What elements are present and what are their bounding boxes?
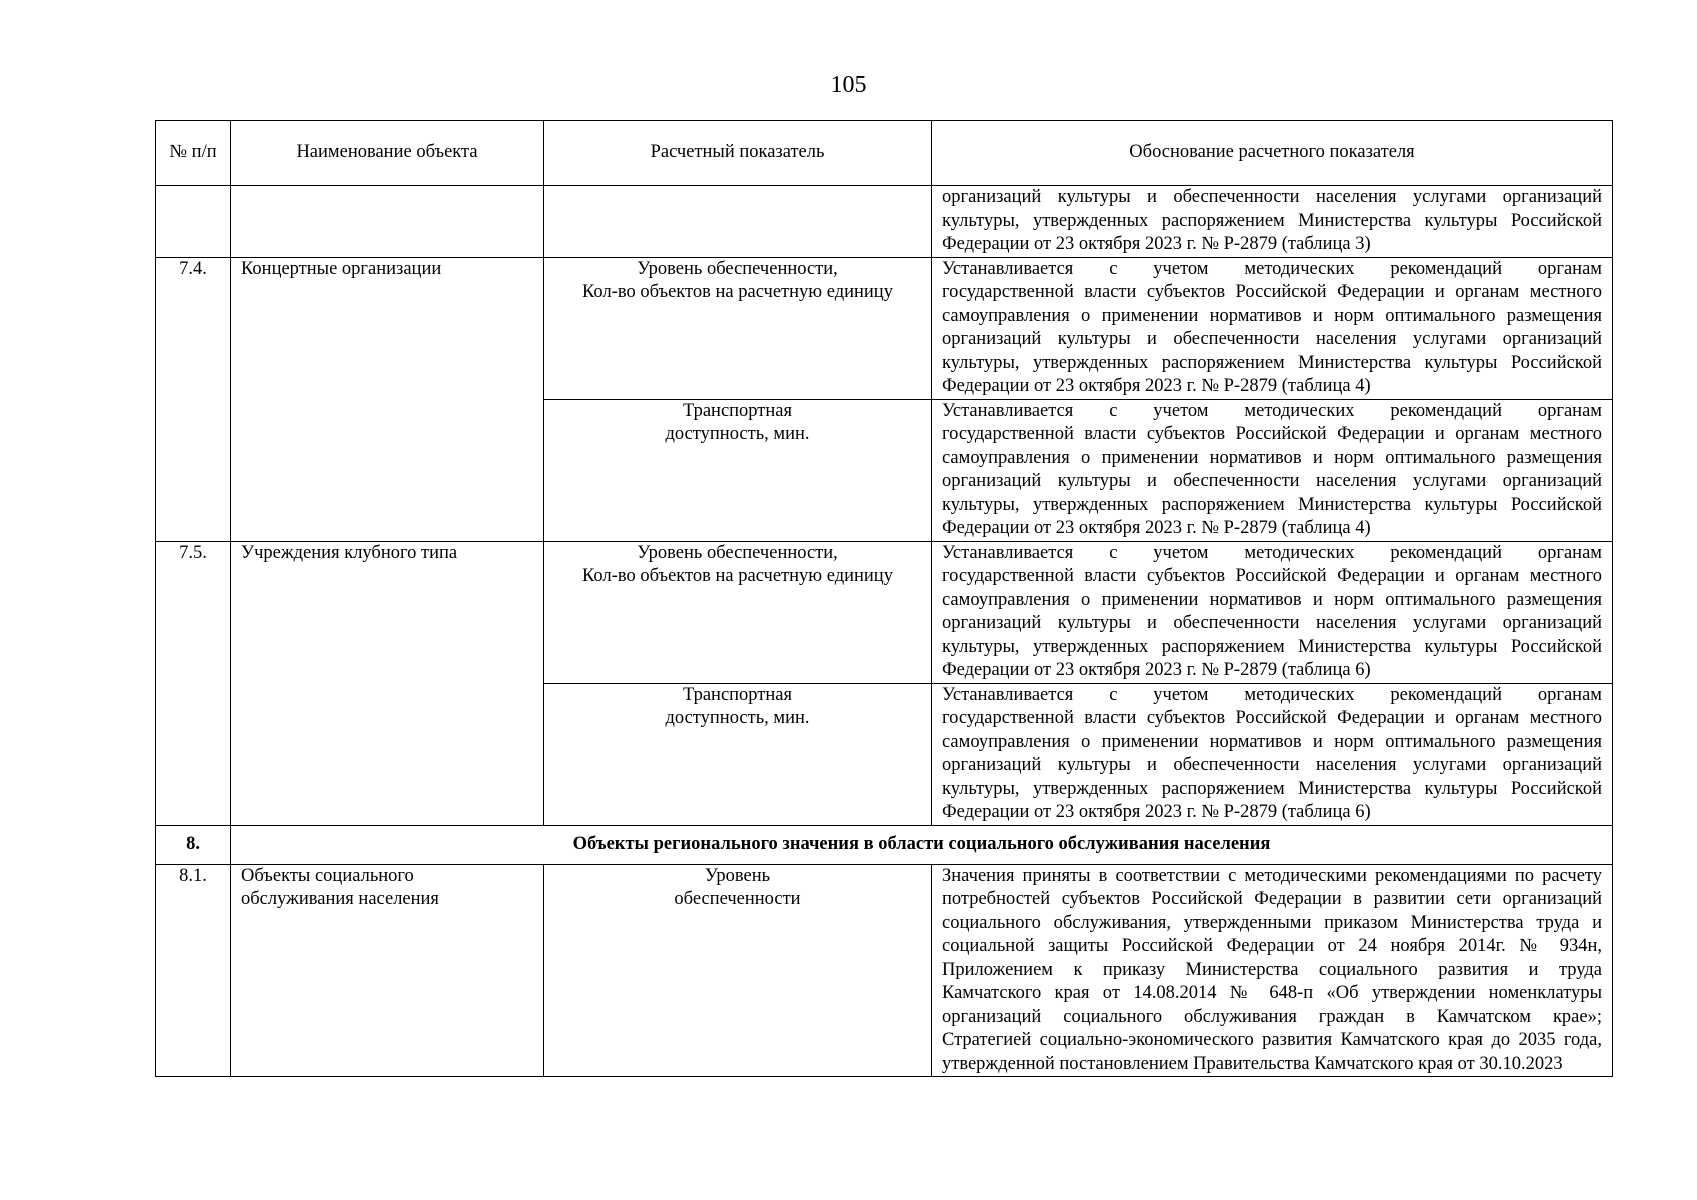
cell-justification: Устанавливается с учетом методических рекомендаций органам государственной власти субъектов Российской Федерации и органам местного самоуправления о применении нормативов и норм оптимального размещения организаций культуры и обеспеченности населения услугами организаций культуры, утвержденных распоряжением Министерства культуры Российской Федерации от 23 октября 2023 г. № Р-2879 (таблица 6) — [932, 683, 1613, 825]
cell-num — [156, 186, 231, 258]
cell-justification: организаций культуры и обеспеченности населения услугами организаций культуры, утвержденных распоряжением Министерства культуры Российской Федерации от 23 октября 2023 г. № Р-2879 (таблица 3) — [932, 186, 1613, 258]
cell-num: 7.4. — [156, 257, 231, 541]
header-object-name: Наименование объекта — [231, 121, 544, 186]
cell-num: 7.5. — [156, 541, 231, 825]
cell-indicator: Транспортная доступность, мин. — [544, 683, 932, 825]
cell-indicator: Уровень обеспеченности, Кол-во объектов на расчетную единицу — [544, 541, 932, 683]
section-row-8 — [156, 825, 1613, 864]
cell-name: Учреждения клубного типа — [231, 541, 544, 825]
table-header-row — [156, 121, 1613, 186]
cell-indicator: Транспортная доступность, мин. — [544, 399, 932, 541]
header-justification: Обоснование расчетного показателя — [932, 121, 1613, 186]
section-num: 8. — [156, 825, 231, 864]
table-row-continuation — [156, 186, 1613, 258]
cell-justification: Устанавливается с учетом методических рекомендаций органам государственной власти субъектов Российской Федерации и органам местного самоуправления о применении нормативов и норм оптимального размещения организаций культуры и обеспеченности населения услугами организаций культуры, утвержденных распоряжением Министерства культуры Российской Федерации от 23 октября 2023 г. № Р-2879 (таблица 4) — [932, 399, 1613, 541]
header-num: № п/п — [156, 121, 231, 186]
page-number: 105 — [830, 72, 867, 98]
cell-name — [231, 186, 544, 258]
cell-name: Концертные организации — [231, 257, 544, 541]
cell-justification: Значения приняты в соответствии с методическими рекомендациями по расчету потребностей субъектов Российской Федерации в развитии сети организаций социального обслуживания, утвержденными приказом Министерства труда и социальной защиты Российской Федерации от 24 ноября 2014г. № 934н, Приложением к приказу Министерства социального развития и труда Камчатского края от 14.08.2014 № 648-п «Об утверждении номенклатуры организаций социального обслуживания граждан в Камчатском крае»; Стратегией социально-экономического развития Камчатского края до 2035 года, утвержденной постановлением Правительства Камчатского края от 30.10.2023 — [932, 864, 1613, 1077]
header-indicator: Расчетный показатель — [544, 121, 932, 186]
table-row-8-1 — [156, 864, 1613, 1077]
cell-indicator: Уровень обеспеченности, Кол-во объектов на расчетную единицу — [544, 257, 932, 399]
table-row-7-5 — [156, 541, 1613, 683]
table-row-7-4 — [156, 257, 1613, 399]
cell-indicator: Уровень обеспеченности — [544, 864, 932, 1077]
cell-justification: Устанавливается с учетом методических рекомендаций органам государственной власти субъектов Российской Федерации и органам местного самоуправления о применении нормативов и норм оптимального размещения организаций культуры и обеспеченности населения услугами организаций культуры, утвержденных распоряжением Министерства культуры Российской Федерации от 23 октября 2023 г. № Р-2879 (таблица 6) — [932, 541, 1613, 683]
cell-name: Объекты социального обслуживания населения — [231, 864, 544, 1077]
cell-indicator — [544, 186, 932, 258]
cell-num: 8.1. — [156, 864, 231, 1077]
section-title: Объекты регионального значения в области социального обслуживания населения — [231, 825, 1613, 864]
cell-justification: Устанавливается с учетом методических рекомендаций органам государственной власти субъектов Российской Федерации и органам местного самоуправления о применении нормативов и норм оптимального размещения организаций культуры и обеспеченности населения услугами организаций культуры, утвержденных распоряжением Министерства культуры Российской Федерации от 23 октября 2023 г. № Р-2879 (таблица 4) — [932, 257, 1613, 399]
indicators-table — [155, 120, 1613, 1077]
